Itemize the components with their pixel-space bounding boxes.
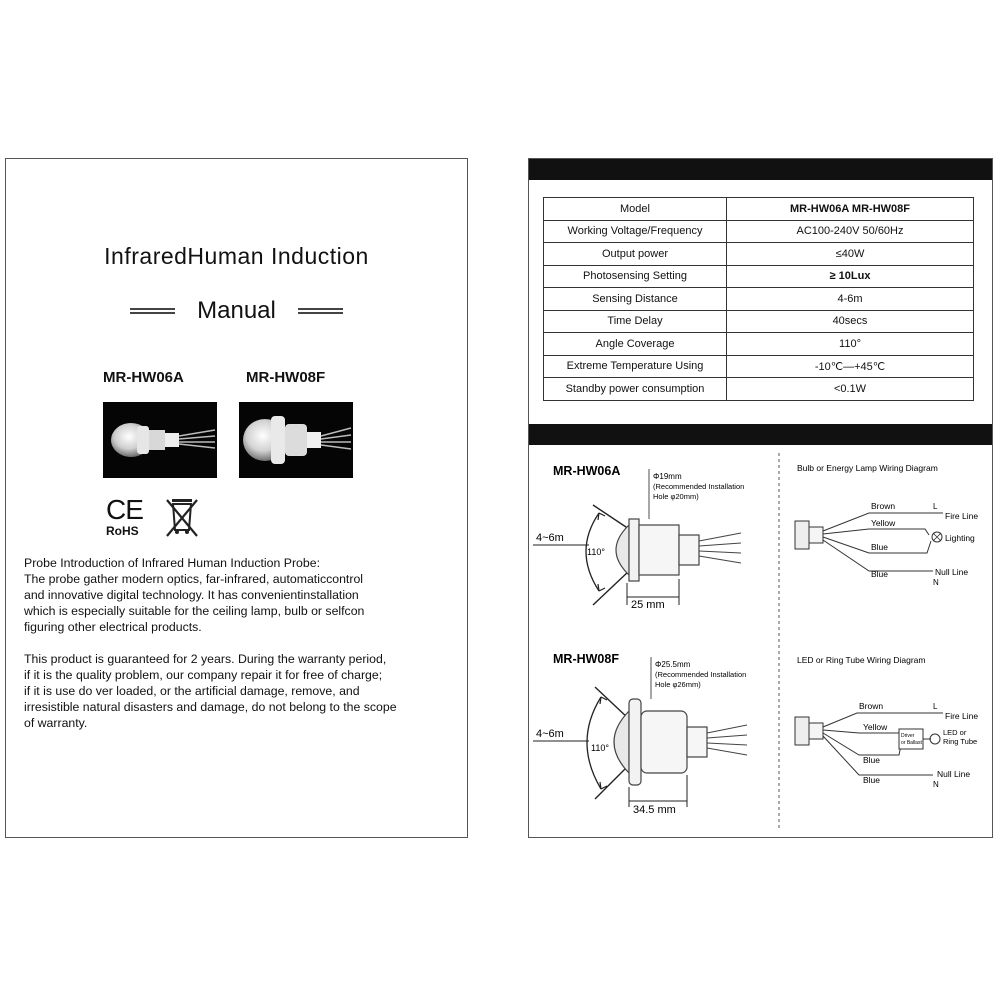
spec-table	[543, 197, 974, 401]
specifications-page	[528, 158, 993, 838]
yellow-wire	[823, 529, 929, 535]
driver-box	[899, 729, 923, 749]
led-icon	[930, 734, 940, 744]
line-L: L	[933, 502, 938, 511]
spec-value: 40secs	[727, 310, 974, 333]
wire-label: Blue	[863, 755, 881, 765]
ce-icon: CE	[106, 494, 143, 525]
ce-rohs-mark	[106, 494, 143, 538]
spec-value: <0.1W	[727, 378, 974, 401]
spec-label: Angle Coverage	[544, 333, 727, 356]
spec-label: Photosensing Setting	[544, 265, 727, 288]
table-row	[544, 288, 974, 311]
intro-line: and innovative digital technology. It has convenientinstallation	[24, 588, 359, 602]
spec-value: MR-HW06A MR-HW08F	[727, 198, 974, 221]
hw08f-range-label: 4~6m	[536, 728, 564, 740]
hw08f-depth-label: 34.5 mm	[633, 804, 676, 816]
header-bar-middle	[529, 424, 992, 445]
table-row	[544, 355, 974, 378]
led-wiring-title: LED or Ring Tube Wiring Diagram	[797, 655, 926, 665]
spec-label: Standby power consumption	[544, 378, 727, 401]
spec-value: AC100-240V 50/60Hz	[727, 220, 974, 243]
line-N: N	[933, 780, 939, 789]
warranty-line: if it is use do ver loaded, or the artificial damage, remove, and	[24, 684, 360, 698]
product-photo-hw08f	[239, 402, 353, 478]
hw06a-dome	[616, 525, 629, 575]
driver-label: Driver	[901, 733, 915, 739]
probe-introduction	[24, 555, 464, 635]
spec-label: Model	[544, 198, 727, 221]
table-row	[544, 198, 974, 221]
decorative-rule-right	[298, 308, 343, 314]
subtitle-row	[6, 297, 467, 325]
led-load-label: LED or	[943, 728, 967, 737]
model-label-hw08f: MR-HW08F	[246, 369, 326, 386]
wire-label: Brown	[871, 501, 896, 511]
hw06a-hole-diameter: Φ19mm	[653, 472, 682, 481]
hw06a-range-label: 4~6m	[536, 532, 564, 544]
hw08f-hole-note: (Recommended Installation	[655, 670, 747, 679]
null-line-label: Null Line	[935, 567, 969, 577]
spec-label: Extreme Temperature Using	[544, 355, 727, 378]
header-bar-top	[529, 159, 992, 180]
wire-label: Yellow	[871, 518, 896, 528]
wire-label: Yellow	[863, 722, 888, 732]
led-load-label-2: Ring Tube	[943, 737, 978, 746]
table-row	[544, 310, 974, 333]
product-photo-hw06a	[103, 402, 217, 478]
hw08f-hole-diameter: Φ25.5mm	[655, 660, 691, 669]
manual-title: InfraredHuman Induction	[104, 243, 369, 269]
installation-diagrams	[529, 449, 991, 835]
table-row	[544, 243, 974, 266]
spec-value: 4-6m	[727, 288, 974, 311]
hw08f-hole-note-2: Hole φ26mm)	[655, 680, 701, 689]
manual-subtitle: Manual	[197, 297, 276, 324]
null-line-label: Null Line	[937, 769, 971, 779]
wire-label: Blue	[863, 775, 881, 785]
yellow-wire	[823, 730, 899, 733]
driver-label-2: or Ballast	[901, 740, 922, 746]
manual-cover-page	[5, 158, 468, 838]
hw06a-angle-label: 110°	[587, 547, 605, 557]
wire-label: Brown	[859, 701, 884, 711]
hw08f-angle-label: 110°	[591, 743, 609, 753]
warranty-text	[24, 651, 464, 731]
decorative-rule-left	[130, 308, 175, 314]
wire-label: Blue	[871, 569, 889, 579]
spec-label: Output power	[544, 243, 727, 266]
intro-line: which is especially suitable for the ceiling lamp, bulb or selfcon	[24, 604, 365, 618]
lighting-label: Lighting	[945, 533, 975, 543]
table-row	[544, 333, 974, 356]
spec-value: -10℃—+45℃	[727, 355, 974, 378]
bulb-sensor-icon	[795, 521, 809, 549]
bulb-wiring-title: Bulb or Energy Lamp Wiring Diagram	[797, 463, 938, 473]
warranty-line: This product is guaranteed for 2 years. During the warranty period,	[24, 652, 387, 666]
spec-value: ≤40W	[727, 243, 974, 266]
fire-line-label: Fire Line	[945, 711, 979, 721]
spec-label: Time Delay	[544, 310, 727, 333]
line-L: L	[933, 702, 938, 711]
blue-wire	[823, 733, 901, 755]
weee-bin-icon	[164, 497, 200, 544]
line-N: N	[933, 578, 939, 587]
model-label-hw06a: MR-HW06A	[103, 369, 184, 386]
spec-label: Working Voltage/Frequency	[544, 220, 727, 243]
hw06a-hole-note-2: Hole φ20mm)	[653, 492, 699, 501]
intro-line: figuring other electrical products.	[24, 620, 202, 634]
warranty-line: of warranty.	[24, 716, 88, 730]
hw06a-depth-label: 25 mm	[631, 599, 665, 611]
led-sensor-icon	[795, 717, 809, 745]
fire-line-label: Fire Line	[945, 511, 979, 521]
spec-value: 110°	[727, 333, 974, 356]
warranty-line: if it is the quality problem, our company repair it for free of charge;	[24, 668, 383, 682]
table-row	[544, 378, 974, 401]
hw06a-hole-note: (Recommended Installation	[653, 482, 745, 491]
intro-line: The probe gather modern optics, far-infrared, automaticcontrol	[24, 572, 364, 586]
hw08f-dome	[614, 711, 629, 773]
warranty-line: irresistible natural disasters and damage, do not belong to the scope	[24, 700, 397, 714]
hw08f-model-label: MR-HW08F	[553, 652, 619, 666]
intro-line: Probe Introduction of Infrared Human Induction Probe:	[24, 556, 320, 570]
wire-label: Blue	[871, 542, 889, 552]
table-row	[544, 265, 974, 288]
table-row	[544, 220, 974, 243]
spec-label: Sensing Distance	[544, 288, 727, 311]
rohs-label: RoHS	[106, 524, 139, 538]
hw06a-model-label: MR-HW06A	[553, 464, 621, 478]
spec-value: ≥ 10Lux	[727, 265, 974, 288]
